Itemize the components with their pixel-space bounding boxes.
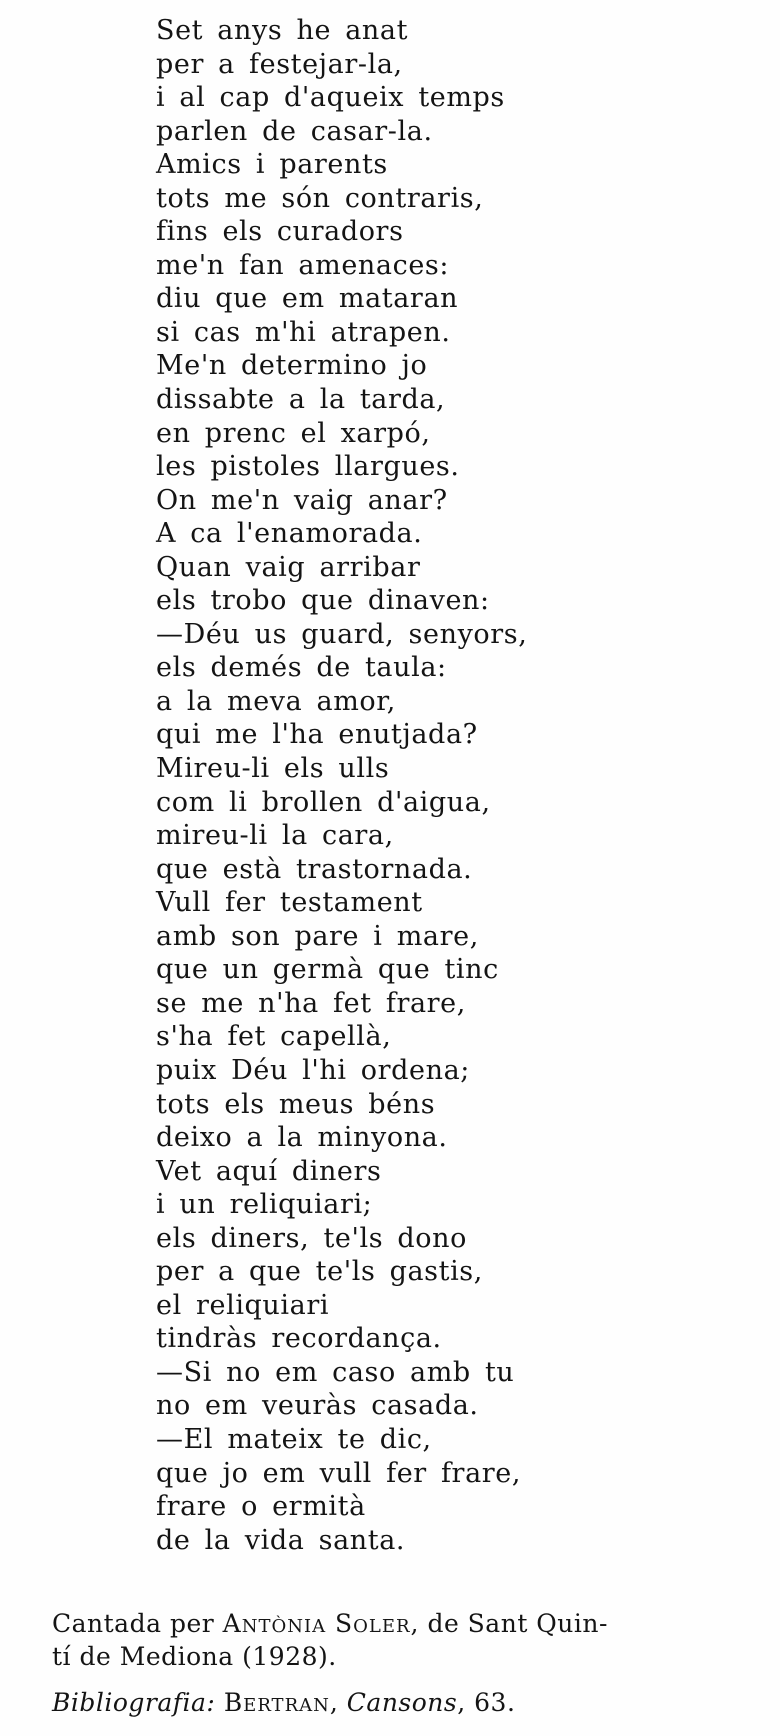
poem-line: Amics i parents xyxy=(156,149,388,181)
poem-line: —Si no em caso amb tu xyxy=(156,1356,515,1388)
bibliography-title: Cansons xyxy=(346,1688,458,1717)
credit-line-2: tí de Mediona (1928). xyxy=(52,1642,337,1671)
poem-line: els demés de taula: xyxy=(156,652,447,684)
bibliography-note xyxy=(52,1686,515,1719)
poem-line: tindràs recordança. xyxy=(156,1323,442,1355)
credit-line-1 xyxy=(52,1607,742,1640)
poem-line: per a festejar-la, xyxy=(156,48,403,80)
poem-line: de la vida santa. xyxy=(156,1524,406,1556)
poem-line: si cas m'hi atrapen. xyxy=(156,316,451,348)
poem-line: amb son pare i mare, xyxy=(156,920,479,952)
poem-line: Vet aquí diners xyxy=(156,1155,382,1187)
poem-line: en prenc el xarpó, xyxy=(156,417,431,449)
bibliography-page: 63. xyxy=(474,1688,516,1717)
bibliography-label: Bibliografia: xyxy=(52,1688,216,1717)
poem-line: que jo em vull fer frare, xyxy=(156,1457,522,1489)
poem-line: els diners, te'ls dono xyxy=(156,1222,467,1254)
poem-line: per a que te'ls gastis, xyxy=(156,1256,483,1288)
poem-line: a la meva amor, xyxy=(156,685,396,717)
singer-name: Antònia Soler xyxy=(222,1609,411,1638)
poem-line: me'n fan amenaces: xyxy=(156,249,450,281)
poem-line: com li brollen d'aigua, xyxy=(156,786,491,818)
performer-credit xyxy=(52,1607,742,1673)
poem-line: tots me són contraris, xyxy=(156,182,484,214)
credit-prefix: Cantada per xyxy=(52,1609,223,1638)
poem-line: On me'n vaig anar? xyxy=(156,484,448,516)
poem-line: se me n'ha fet frare, xyxy=(156,987,466,1019)
poem-line: tots els meus béns xyxy=(156,1088,436,1120)
poem-line: Mireu-li els ulls xyxy=(156,753,390,785)
poem-line: diu que em mataran xyxy=(156,283,459,315)
poem-line: deixo a la minyona. xyxy=(156,1122,448,1154)
poem-line: que un germà que tinc xyxy=(156,954,499,986)
poem-line: s'ha fet capellà, xyxy=(156,1021,392,1053)
poem-line: Me'n determino jo xyxy=(156,350,428,382)
poem-line: frare o ermità xyxy=(156,1491,366,1523)
poem-line: fins els curadors xyxy=(156,216,404,248)
poem-line: —El mateix te dic, xyxy=(156,1423,432,1455)
poem-line: puix Déu l'hi ordena; xyxy=(156,1054,470,1086)
poem-text xyxy=(156,14,527,1557)
poem-line: A ca l'enamorada. xyxy=(156,518,423,550)
poem-line: no em veuràs casada. xyxy=(156,1390,479,1422)
poem-line: mireu-li la cara, xyxy=(156,820,394,852)
credit-suffix: , de Sant Quin- xyxy=(410,1609,608,1638)
poem-line: que està trastornada. xyxy=(156,853,473,885)
poem-line: el reliquiari xyxy=(156,1289,330,1321)
poem-line: —Déu us guard, senyors, xyxy=(156,618,528,650)
poem-line: i al cap d'aqueix temps xyxy=(156,82,505,114)
bibliography-author: Bertran xyxy=(223,1688,330,1717)
poem-line: Vull fer testament xyxy=(156,887,423,919)
poem-line: dissabte a la tarda, xyxy=(156,384,446,416)
poem-line: els trobo que dinaven: xyxy=(156,585,490,617)
poem-line: parlen de casar-la. xyxy=(156,115,433,147)
poem-line: les pistoles llargues. xyxy=(156,451,460,483)
poem-line: qui me l'ha enutjada? xyxy=(156,719,478,751)
bibliography-comma-2: , xyxy=(457,1688,475,1717)
poem-line: i un reliquiari; xyxy=(156,1189,373,1221)
poem-line: Quan vaig arribar xyxy=(156,551,421,583)
bibliography-comma: , xyxy=(329,1688,347,1717)
poem-line: Set anys he anat xyxy=(156,15,409,46)
